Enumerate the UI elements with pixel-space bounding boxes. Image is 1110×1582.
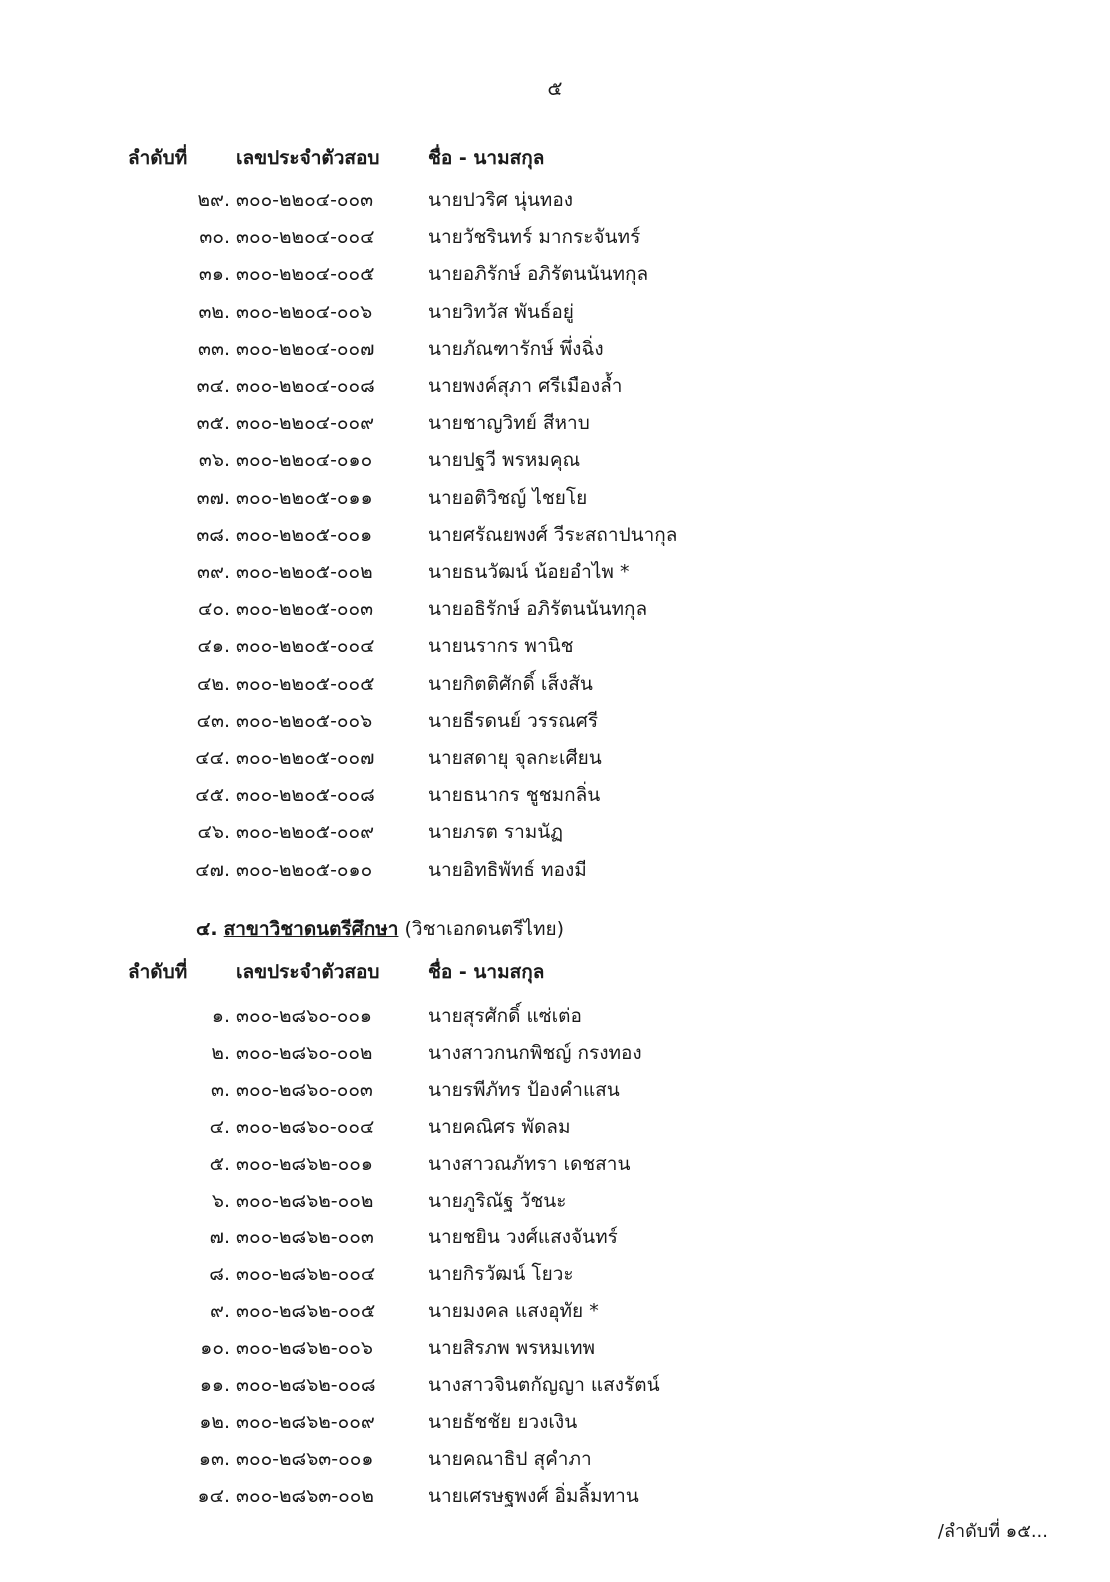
row-number: ๓๑.	[198, 263, 230, 286]
full-name: นายธนากร ชูชมกลิ่น	[428, 784, 601, 807]
table-row	[0, 669, 1110, 699]
full-name: นายอิทธิพัทธ์ ทองมี	[428, 858, 587, 881]
row-number: ๔.	[209, 1115, 230, 1138]
full-name: นายธนวัฒน์ น้อยอำไพ *	[428, 561, 630, 583]
exam-id: ๓๐๐-๒๒๐๔-๐๐๔	[236, 226, 375, 249]
table-row	[0, 855, 1110, 885]
section-number: ๔.	[196, 918, 218, 940]
table-row	[0, 780, 1110, 810]
table-row	[0, 259, 1110, 289]
full-name: นายอธิรักษ์ อภิรัตนนันทกุล	[428, 598, 648, 621]
exam-id: ๓๐๐-๒๒๐๕-๐๑๐	[236, 858, 373, 881]
table-row	[0, 1222, 1110, 1252]
row-number: ๓.	[210, 1078, 230, 1101]
exam-id: ๓๐๐-๒๘๖๒-๐๐๒	[236, 1189, 374, 1212]
full-name: นายกิตติศักดิ์ เส็งสัน	[428, 672, 593, 695]
table-row	[0, 594, 1110, 624]
exam-id: ๓๐๐-๒๘๖๒-๐๐๕	[236, 1300, 376, 1323]
full-name: นายคณาธิป สุคำภา	[428, 1447, 592, 1470]
table-row	[0, 1296, 1110, 1326]
table-row	[0, 1149, 1110, 1179]
table-row	[0, 222, 1110, 252]
table-row	[0, 631, 1110, 661]
full-name: นายรพีภัทร ป้องคำแสน	[428, 1078, 620, 1101]
exam-id: ๓๐๐-๒๒๐๔-๐๐๓	[236, 189, 374, 211]
full-name: นายสิรภพ พรหมเทพ	[428, 1337, 596, 1360]
exam-id: ๓๐๐-๒๒๐๔-๐๐๙	[236, 412, 375, 435]
table-row	[0, 1444, 1110, 1474]
full-name: นายวัชรินทร์ มากระจันทร์	[428, 226, 641, 249]
exam-id: ๓๐๐-๒๒๐๕-๐๐๑	[236, 523, 373, 546]
exam-id: ๓๐๐-๒๒๐๕-๐๐๘	[236, 784, 375, 807]
row-number: ๕.	[209, 1152, 230, 1175]
full-name: นายภัณฑารักษ์ พึ่งฉิ่ง	[428, 337, 604, 360]
table-row	[0, 1112, 1110, 1142]
exam-id: ๓๐๐-๒๒๐๕-๐๑๑	[236, 486, 373, 509]
exam-id: ๓๐๐-๒๘๖๒-๐๐๘	[236, 1374, 376, 1396]
table-row	[0, 1075, 1110, 1105]
row-number: ๒๙.	[197, 189, 230, 211]
table-row	[0, 1186, 1110, 1216]
full-name: นายพงค์สุภา ศรีเมืองล้ำ	[428, 375, 623, 397]
page-number: ๕	[547, 76, 563, 100]
row-number: ๔๑.	[197, 635, 230, 658]
table-row	[0, 520, 1110, 550]
table-row	[0, 557, 1110, 587]
exam-id: ๓๐๐-๒๒๐๔-๐๐๕	[236, 263, 375, 286]
row-number: ๑๔.	[197, 1484, 230, 1507]
header-id: เลขประจำตัวสอบ	[236, 147, 380, 169]
full-name: นายอภิรักษ์ อภิรัตนนันทกุล	[428, 263, 649, 286]
exam-id: ๓๐๐-๒๘๖๓-๐๐๑	[236, 1447, 374, 1470]
table-row	[0, 1038, 1110, 1068]
full-name: นายธีรดนย์ วรรณศรี	[428, 709, 599, 732]
table-row	[0, 817, 1110, 847]
row-number: ๓๓.	[197, 337, 230, 360]
exam-id: ๓๐๐-๒๘๖๓-๐๐๒	[236, 1484, 374, 1507]
table-row	[0, 1259, 1110, 1289]
full-name: นายนรากร พานิช	[428, 635, 574, 658]
row-number: ๔๕.	[195, 784, 230, 807]
exam-id: ๓๐๐-๒๒๐๕-๐๐๕	[236, 672, 375, 695]
exam-id: ๓๐๐-๒๒๐๔-๐๐๘	[236, 375, 375, 397]
table-row	[0, 297, 1110, 327]
full-name: นายกิรวัฒน์ โยวะ	[428, 1263, 574, 1286]
row-number: ๒.	[211, 1041, 230, 1064]
exam-id: ๓๐๐-๒๘๖๐-๐๐๓	[236, 1078, 373, 1101]
full-name: นายวิทวัส พันธ์อยู่	[428, 300, 574, 323]
table-row	[0, 1407, 1110, 1437]
exam-id: ๓๐๐-๒๘๖๒-๐๐๔	[236, 1263, 376, 1286]
exam-id: ๓๐๐-๒๒๐๕-๐๐๒	[236, 561, 373, 583]
full-name: นายปฐวี พรหมคุณ	[428, 449, 581, 472]
table-row	[0, 706, 1110, 736]
full-name: นายคณิศร พัดลม	[428, 1115, 571, 1138]
exam-id: ๓๐๐-๒๘๖๐-๐๐๔	[236, 1115, 375, 1138]
header-name: ชื่อ - นามสกุล	[428, 961, 545, 983]
table-row	[0, 1481, 1110, 1511]
table-row	[0, 743, 1110, 773]
row-number: ๓๒.	[198, 300, 230, 323]
exam-id: ๓๐๐-๒๘๖๒-๐๐๑	[236, 1152, 373, 1175]
section-subtitle: (วิชาเอกดนตรีไทย)	[404, 918, 565, 940]
section-title: สาขาวิชาดนตรีศึกษา	[223, 918, 399, 940]
exam-id: ๓๐๐-๒๒๐๕-๐๐๓	[236, 598, 374, 621]
table-header	[0, 143, 1110, 173]
row-number: ๔๓.	[196, 709, 230, 732]
full-name: นายมงคล แสงอุทัย *	[428, 1300, 599, 1323]
full-name: นายศรัณยพงศ์ วีระสถาปนากุล	[428, 523, 678, 546]
row-number: ๔๒.	[197, 672, 230, 695]
row-number: ๓๘.	[196, 523, 230, 546]
exam-id: ๓๐๐-๒๒๐๔-๐๑๐	[236, 449, 373, 472]
row-number: ๔๖.	[197, 821, 230, 844]
header-id: เลขประจำตัวสอบ	[236, 961, 380, 983]
table-row	[0, 371, 1110, 401]
row-number: ๔๔.	[195, 747, 230, 769]
full-name: นายภรต รามนัฏ	[428, 821, 564, 844]
exam-id: ๓๐๐-๒๒๐๕-๐๐๔	[236, 635, 375, 658]
row-number: ๑๒.	[199, 1410, 230, 1433]
exam-id: ๓๐๐-๒๘๖๒-๐๐๓	[236, 1226, 374, 1249]
full-name: นายเศรษฐพงศ์ อิ่มลิ้มทาน	[428, 1484, 639, 1507]
row-number: ๔๐.	[197, 598, 230, 621]
table-row	[0, 1370, 1110, 1400]
section-heading	[196, 914, 564, 944]
full-name: นายสดายุ จุลกะเศียน	[428, 747, 602, 769]
full-name: นายภูริณัฐ วัชนะ	[428, 1189, 567, 1212]
table-row	[0, 483, 1110, 513]
exam-id: ๓๐๐-๒๒๐๕-๐๐๖	[236, 709, 373, 732]
exam-id: ๓๐๐-๒๘๖๒-๐๐๙	[236, 1410, 375, 1433]
exam-id: ๓๐๐-๒๘๖๒-๐๐๖	[236, 1337, 373, 1360]
exam-id: ๓๐๐-๒๘๖๐-๐๐๒	[236, 1041, 373, 1064]
header-name: ชื่อ - นามสกุล	[428, 147, 545, 169]
full-name: นายชาญวิทย์ สีหาบ	[428, 412, 590, 435]
continuation-note: /ลำดับที่ ๑๕...	[937, 1521, 1048, 1542]
row-number: ๗.	[209, 1226, 230, 1249]
row-number: ๑.	[211, 1005, 230, 1027]
row-number: ๓๕.	[196, 412, 230, 435]
exam-id: ๓๐๐-๒๒๐๕-๐๐๗	[236, 747, 375, 769]
row-number: ๑๐.	[200, 1337, 230, 1360]
row-number: ๓๐.	[199, 226, 230, 249]
table-row	[0, 1333, 1110, 1363]
row-number: ๖.	[211, 1189, 230, 1212]
row-number: ๓๔.	[196, 375, 230, 397]
table-row	[0, 1001, 1110, 1031]
full-name: นายธัชชัย ยวงเงิน	[428, 1410, 578, 1433]
full-name: นายปวริศ นุ่นทอง	[428, 189, 574, 211]
exam-id: ๓๐๐-๒๒๐๕-๐๐๙	[236, 821, 375, 844]
header-no: ลำดับที่	[128, 147, 188, 169]
row-number: ๓๙.	[197, 561, 230, 583]
full-name: นางสาวกนกพิชญ์ กรงทอง	[428, 1041, 642, 1064]
full-name: นายชยิน วงศ์แสงจันทร์	[428, 1226, 618, 1249]
header-no: ลำดับที่	[128, 961, 188, 983]
exam-id: ๓๐๐-๒๒๐๔-๐๐๖	[236, 300, 373, 323]
full-name: นางสาวณภัทรา เดชสาน	[428, 1152, 631, 1175]
row-number: ๓๗.	[196, 486, 230, 509]
row-number: ๑๓.	[198, 1447, 230, 1470]
row-number: ๓๖.	[198, 449, 230, 472]
table-row	[0, 334, 1110, 364]
row-number: ๔๗.	[195, 858, 230, 881]
table-header	[0, 957, 1110, 987]
table-row	[0, 445, 1110, 475]
full-name: นายสุรศักดิ์ แซ่เต่อ	[428, 1005, 582, 1027]
table-row	[0, 408, 1110, 438]
row-number: ๘.	[209, 1263, 230, 1286]
row-number: ๙.	[210, 1300, 230, 1323]
full-name: นางสาวจินตกัญญา แสงรัตน์	[428, 1374, 660, 1396]
exam-id: ๓๐๐-๒๒๐๔-๐๐๗	[236, 337, 375, 360]
table-row	[0, 185, 1110, 215]
full-name: นายอติวิชญ์ ไชยโย	[428, 486, 588, 509]
row-number: ๑๑.	[199, 1374, 230, 1396]
exam-id: ๓๐๐-๒๘๖๐-๐๐๑	[236, 1005, 372, 1027]
